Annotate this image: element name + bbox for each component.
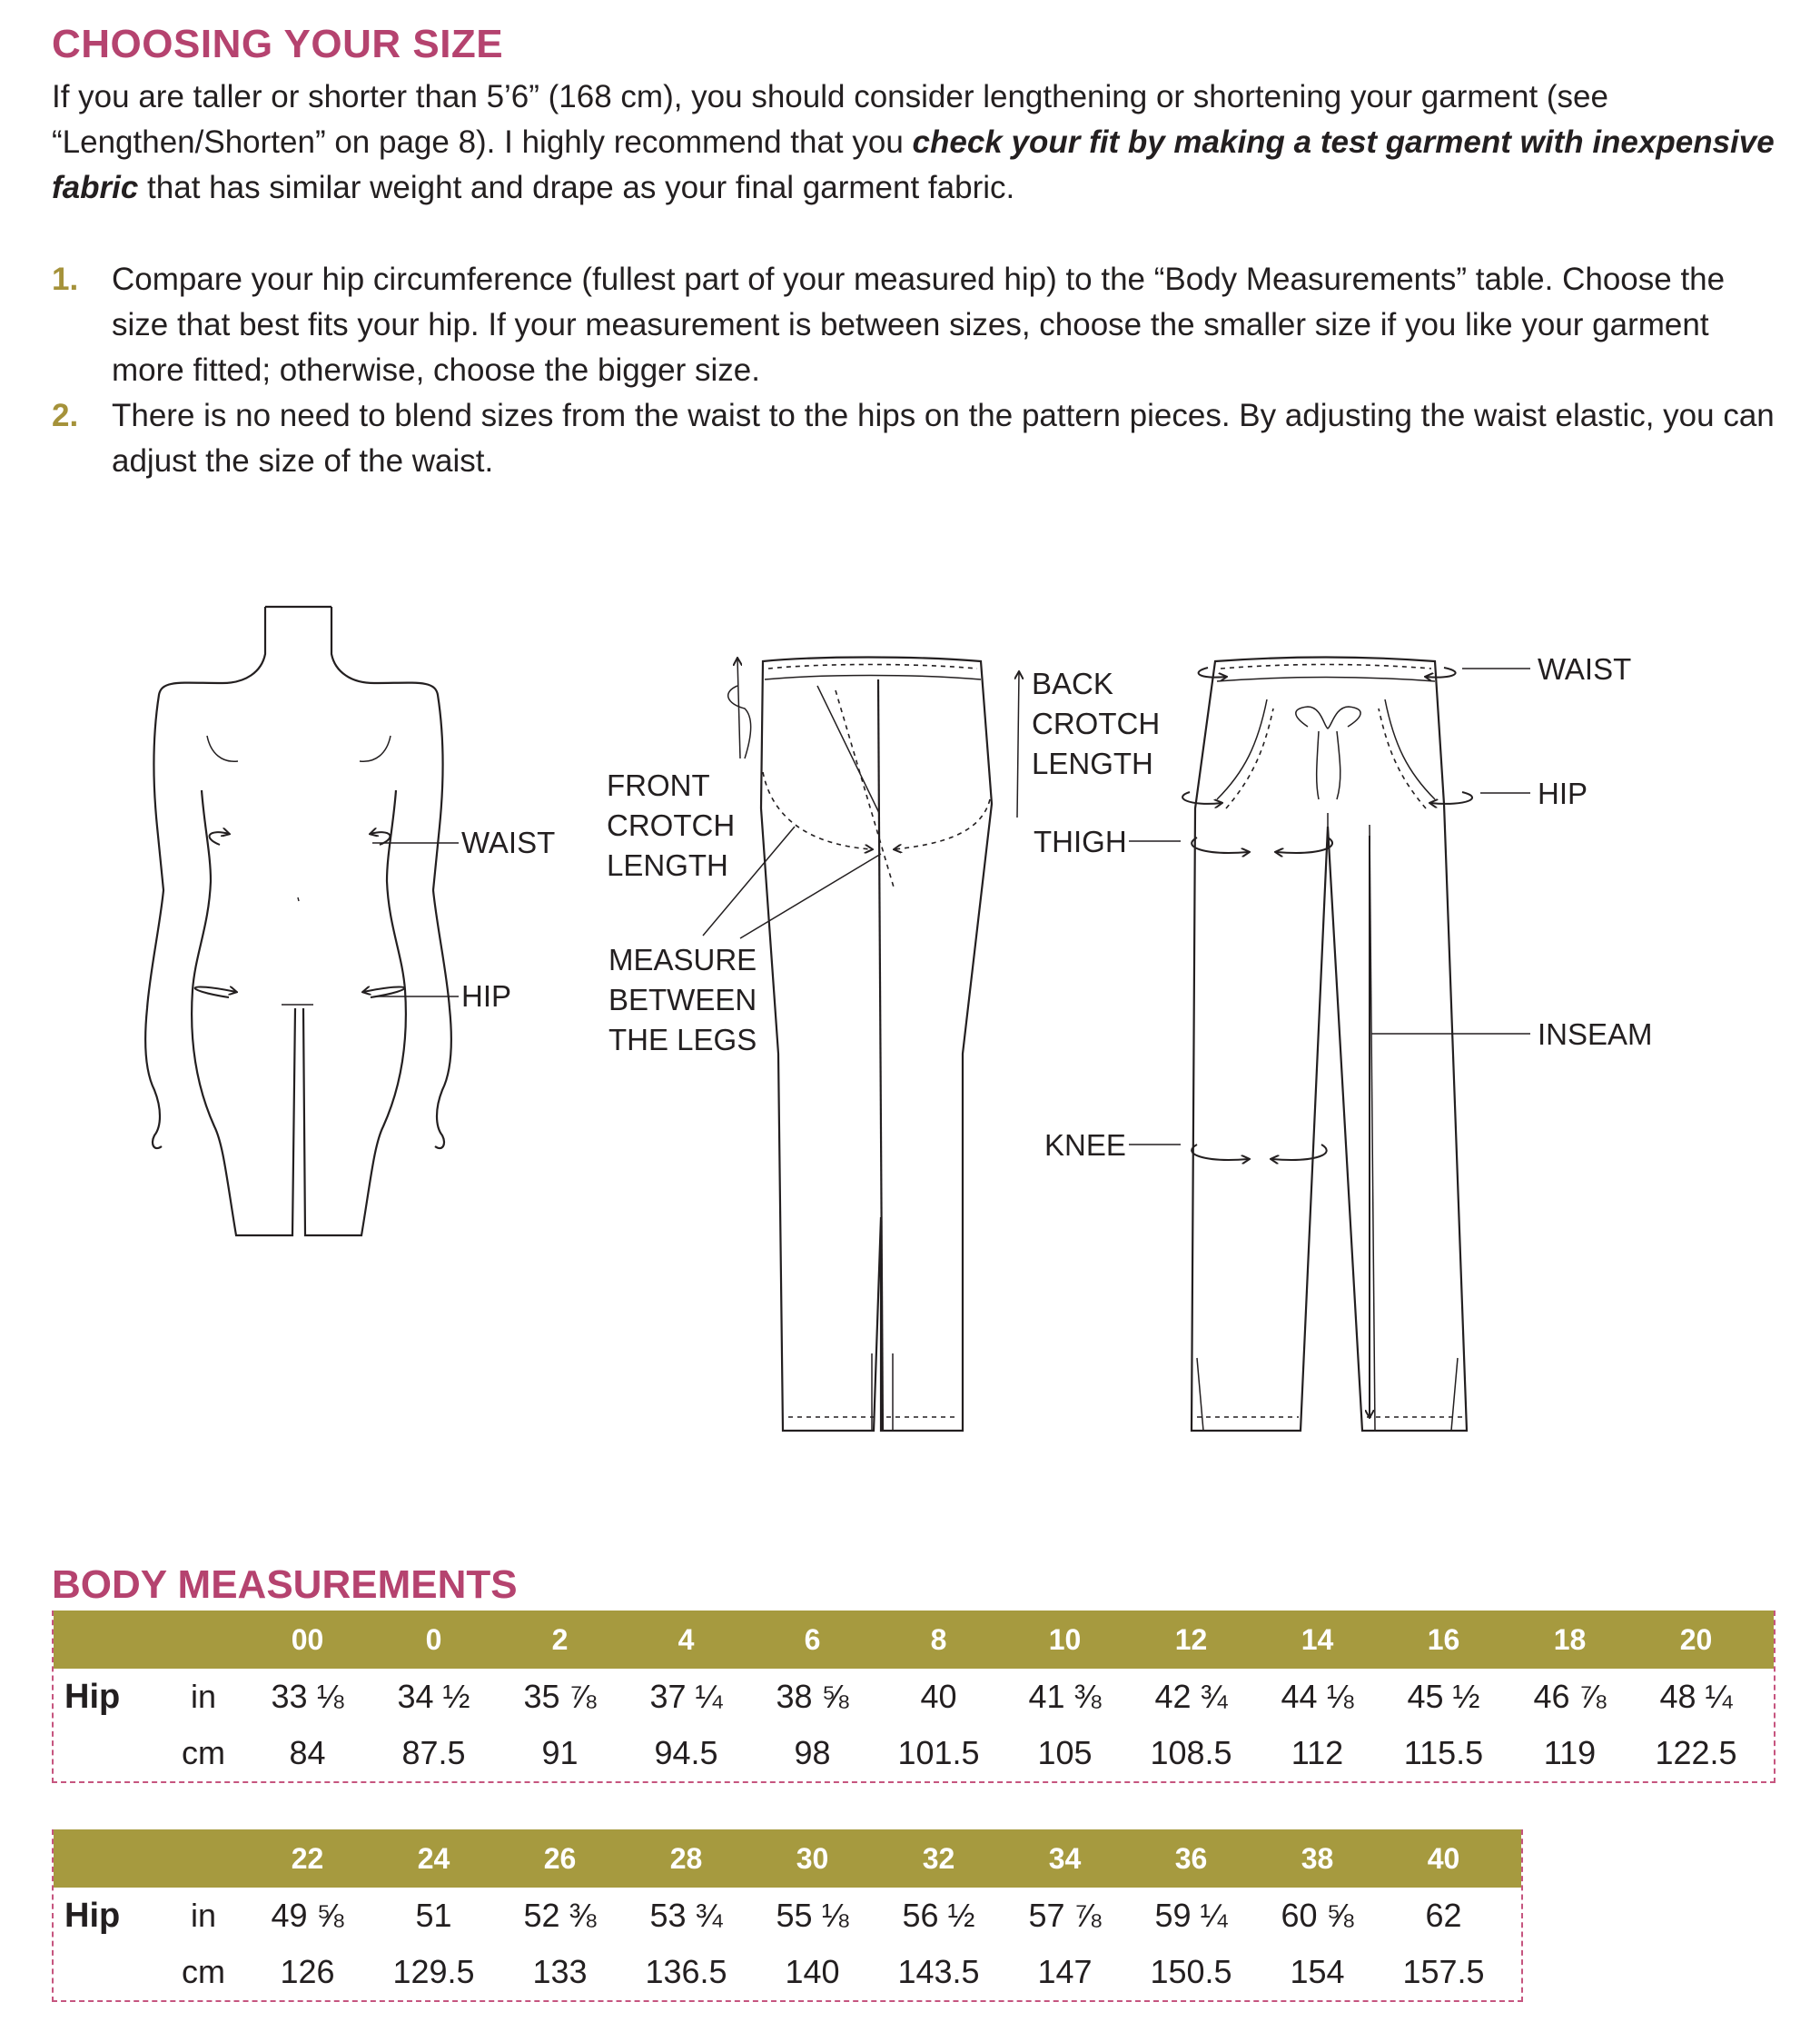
inch-value-cell: 40 (920, 1678, 957, 1715)
measurement-illustration (0, 581, 1820, 1490)
cm-value-cell: 133 (532, 1953, 588, 1990)
size-header-cell: 8 (930, 1622, 947, 1656)
cm-value-cell: 101.5 (897, 1734, 980, 1771)
size-header-cell: 0 (425, 1622, 442, 1656)
measurements-table (52, 1611, 1775, 1783)
size-header-cell: 34 (1048, 1841, 1082, 1875)
size-header-cell: 16 (1427, 1622, 1460, 1656)
size-header-cell: 26 (543, 1841, 577, 1875)
row-label: Hip (64, 1896, 121, 1935)
inseam-label: INSEAM (1538, 1017, 1653, 1051)
inch-value-cell: 59 ¼ (1154, 1897, 1228, 1934)
intro-text-end: that has similar weight and drape as your final garment fabric. (138, 170, 1015, 205)
intro-emphasis: check your fit by making a test garment with inexpensive fabric (52, 124, 1775, 205)
cm-value-cell: 115.5 (1403, 1734, 1484, 1771)
row-label: Hip (64, 1677, 121, 1716)
front-crotch-label: LENGTH (607, 848, 728, 882)
cm-value-cell: 94.5 (654, 1734, 718, 1771)
inch-value-cell: 45 ½ (1407, 1678, 1480, 1715)
cm-value-cell: 154 (1290, 1953, 1345, 1990)
cm-value-cell: 122.5 (1655, 1734, 1737, 1771)
cm-value-cell: 108.5 (1150, 1734, 1232, 1771)
cm-value-cell: 84 (289, 1734, 326, 1771)
size-header-cell: 00 (291, 1622, 324, 1656)
inch-value-cell: 51 (415, 1897, 452, 1934)
table-row (54, 1944, 1521, 2000)
table-row (54, 1725, 1774, 1781)
size-header-cell: 24 (417, 1841, 450, 1875)
inch-value-cell: 44 ⅛ (1281, 1678, 1354, 1715)
size-header-cell: 10 (1048, 1622, 1082, 1656)
size-header-cell: 38 (1301, 1841, 1334, 1875)
table-row (54, 1888, 1521, 1944)
knee-label: KNEE (1044, 1128, 1126, 1162)
cm-value-cell: 87.5 (401, 1734, 466, 1771)
inch-value-cell: 62 (1425, 1897, 1462, 1934)
intro-text: If you are taller or shorter than 5’6” (168 cm), you should consider lengthening or shortening your garment (see “Lengthen/Shorten” on page 8). I highly recommend that you (52, 79, 1608, 160)
size-header-cell: 36 (1174, 1841, 1208, 1875)
inch-value-cell: 56 ½ (902, 1897, 975, 1934)
pant-waist-label: WAIST (1538, 652, 1632, 686)
inch-value-cell: 53 ¾ (649, 1897, 723, 1934)
inch-value-cell: 37 ¼ (649, 1678, 723, 1715)
size-header-cell: 22 (291, 1841, 324, 1875)
steps-list (52, 257, 1777, 484)
inch-value-cell: 33 ⅛ (271, 1678, 344, 1715)
measurements-table (52, 1829, 1523, 2002)
size-header-cell: 2 (551, 1622, 569, 1656)
inch-value-cell: 35 ⅞ (523, 1678, 597, 1715)
cm-value-cell: 91 (541, 1734, 579, 1771)
cm-value-cell: 143.5 (897, 1953, 980, 1990)
size-header-cell: 28 (669, 1841, 703, 1875)
table-row (54, 1669, 1774, 1725)
unit-label: cm (182, 1734, 225, 1771)
front-crotch-label: FRONT (607, 768, 710, 802)
unit-label: in (190, 1678, 217, 1715)
inch-value-cell: 46 ⅞ (1533, 1678, 1607, 1715)
measure-between-label: BETWEEN (608, 983, 757, 1016)
cm-value-cell: 105 (1037, 1734, 1093, 1771)
size-header-cell: 6 (804, 1622, 821, 1656)
inch-value-cell: 55 ⅛ (776, 1897, 849, 1934)
size-header-cell: 20 (1679, 1622, 1713, 1656)
pant-hip-label: HIP (1538, 777, 1588, 810)
inch-value-cell: 49 ⅝ (271, 1897, 344, 1934)
size-header-cell: 40 (1427, 1841, 1460, 1875)
body-form (145, 607, 555, 1235)
intro-paragraph (52, 74, 1777, 211)
cm-value-cell: 129.5 (392, 1953, 475, 1990)
size-header-cell: 30 (796, 1841, 829, 1875)
measure-between-label: MEASURE (608, 943, 757, 976)
step-text: There is no need to blend sizes from the waist to the hips on the pattern pieces. By adjusting the waist elastic, you can adjust the size of the waist. (112, 398, 1775, 479)
size-header-cell: 4 (678, 1622, 695, 1656)
front-crotch-label: CROTCH (607, 808, 736, 842)
inch-value-cell: 42 ¾ (1154, 1678, 1228, 1715)
step-number: 1. (52, 262, 79, 297)
thigh-label: THIGH (1034, 825, 1127, 858)
cm-value-cell: 147 (1037, 1953, 1093, 1990)
cm-value-cell: 119 (1543, 1734, 1597, 1771)
cm-value-cell: 98 (794, 1734, 831, 1771)
size-header-cell: 12 (1174, 1622, 1208, 1656)
back-crotch-label: LENGTH (1032, 747, 1153, 780)
pant-side-view (607, 658, 1160, 1432)
size-header-cell: 18 (1553, 1622, 1587, 1656)
step-item (52, 393, 1777, 484)
cm-value-cell: 136.5 (645, 1953, 727, 1990)
table-header-row (54, 1611, 1774, 1669)
inch-value-cell: 52 ⅜ (523, 1897, 597, 1934)
step-item (52, 257, 1777, 393)
body-waist-label: WAIST (461, 826, 556, 859)
cm-value-cell: 157.5 (1402, 1953, 1485, 1990)
section-title: BODY MEASUREMENTS (52, 1562, 518, 1607)
unit-label: cm (182, 1953, 225, 1990)
table-header-row (54, 1829, 1521, 1888)
inch-value-cell: 41 ⅜ (1028, 1678, 1102, 1715)
inch-value-cell: 38 ⅝ (776, 1678, 849, 1715)
measure-between-label: THE LEGS (608, 1023, 757, 1056)
step-number: 2. (52, 398, 79, 433)
inch-value-cell: 34 ½ (397, 1678, 470, 1715)
size-header-cell: 32 (922, 1841, 955, 1875)
cm-value-cell: 126 (280, 1953, 335, 1990)
cm-value-cell: 112 (1291, 1734, 1344, 1771)
back-crotch-label: BACK (1032, 667, 1113, 700)
inch-value-cell: 60 ⅝ (1281, 1897, 1354, 1934)
back-crotch-label: CROTCH (1032, 707, 1161, 740)
inch-value-cell: 48 ¼ (1659, 1678, 1733, 1715)
inch-value-cell: 57 ⅞ (1028, 1897, 1102, 1934)
page-title: CHOOSING YOUR SIZE (52, 22, 504, 66)
unit-label: in (190, 1897, 217, 1934)
size-header-cell: 14 (1301, 1622, 1334, 1656)
body-hip-label: HIP (461, 979, 512, 1013)
step-text: Compare your hip circumference (fullest part of your measured hip) to the “Body Measurements” table. Choose the size that best fits your hip. If your measurement is between sizes, choose the smaller size if you like your garment more fitted; otherwise, choose the bigger size. (112, 262, 1726, 388)
cm-value-cell: 150.5 (1150, 1953, 1232, 1990)
cm-value-cell: 140 (785, 1953, 840, 1990)
